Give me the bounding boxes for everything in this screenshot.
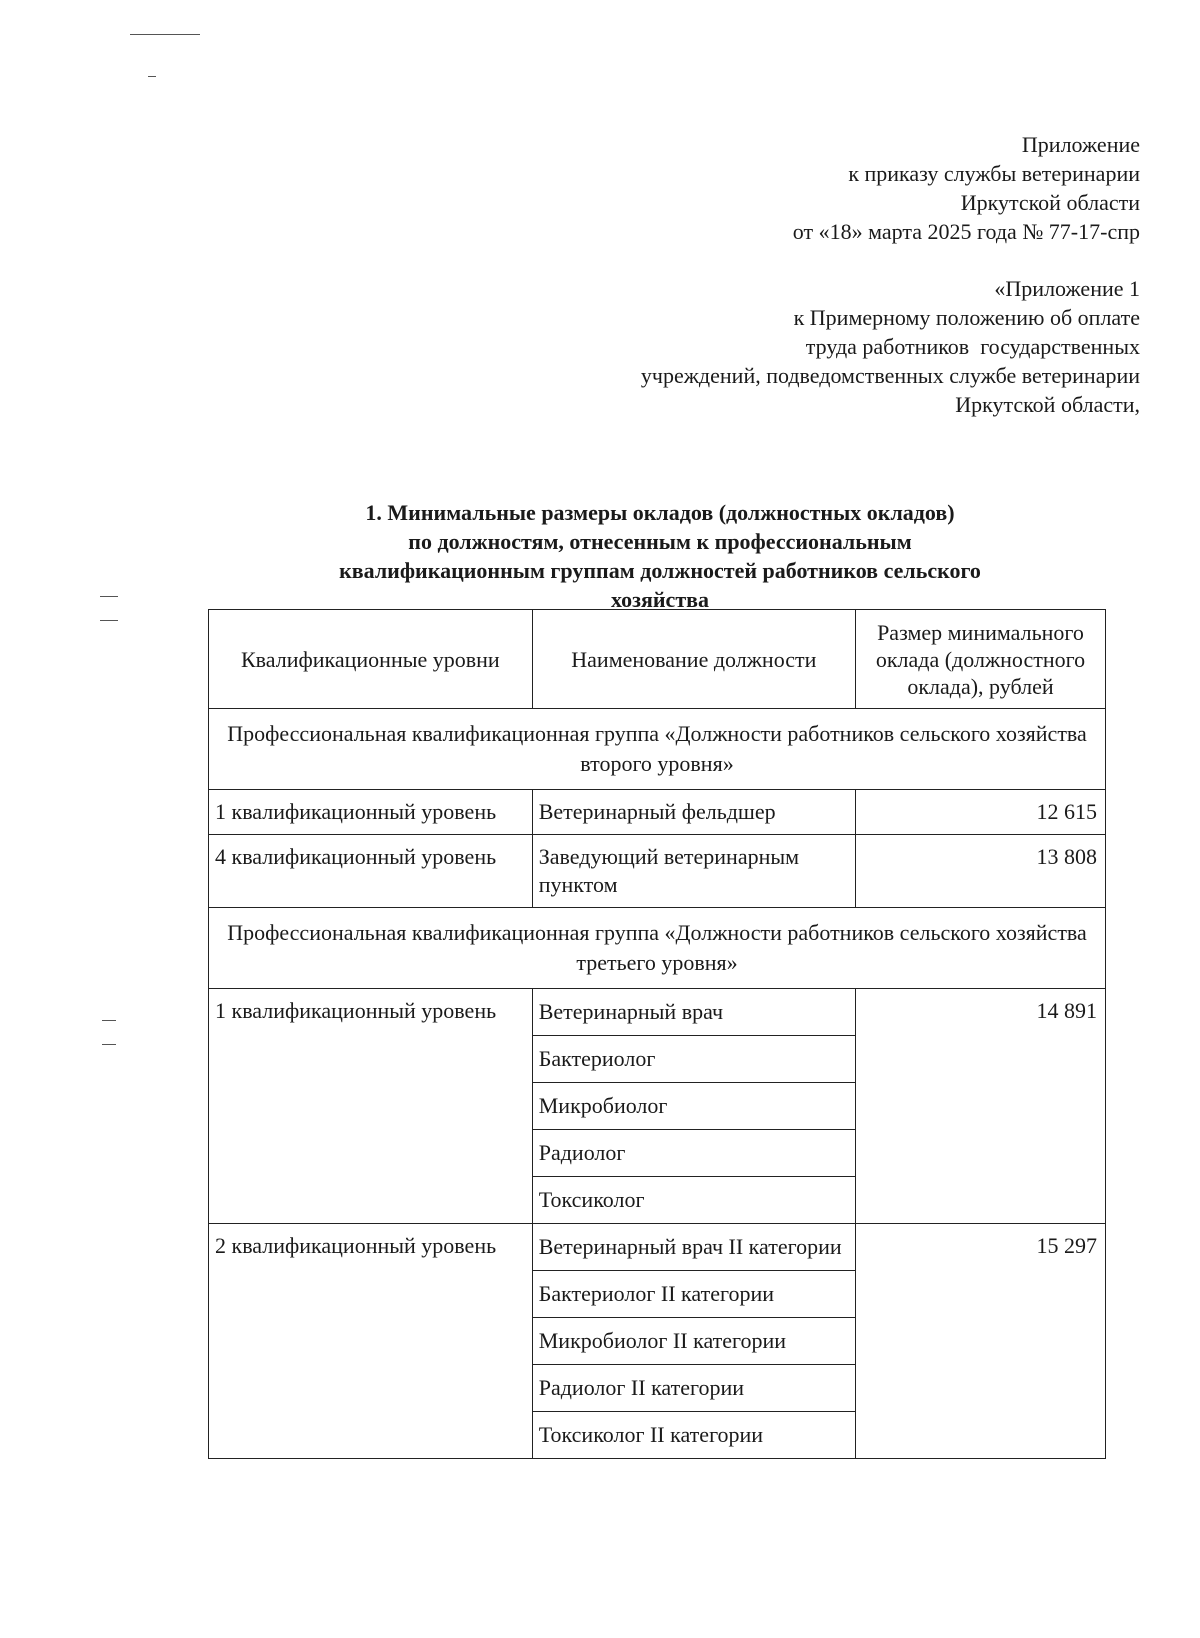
level-cell: 1 квалификационный уровень — [209, 790, 533, 835]
position-cell: Ветеринарный врач — [538, 999, 724, 1024]
title-line: 1. Минимальные размеры окладов (должностных окладов) — [365, 500, 955, 525]
header-line: к приказу службы ветеринарии — [848, 161, 1140, 186]
column-header-position: Наименование должности — [571, 646, 817, 672]
group-title: Профессиональная квалификационная группа «Должности работников сельского хозяйства третьего уровня» — [209, 908, 1106, 989]
position-cell: Токсиколог — [533, 1176, 855, 1223]
salary-cell: 13 808 — [855, 835, 1105, 908]
title-line: хозяйства — [610, 587, 710, 612]
position-cell: Токсиколог II категории — [533, 1411, 855, 1458]
salary-table — [208, 609, 1106, 1459]
group-row — [209, 709, 1106, 790]
position-cell: Радиолог II категории — [533, 1364, 855, 1411]
scan-artifact — [100, 596, 118, 597]
column-header-level: Квалификационные уровни — [241, 646, 500, 672]
title-line: квалификационным группам должностей работников сельского — [339, 558, 981, 583]
appendix-header — [560, 130, 1140, 419]
column-header-salary: Размер минимального оклада (должностного оклада), рублей — [875, 619, 1086, 699]
position-cell: Микробиолог — [533, 1082, 855, 1129]
scan-artifact — [130, 34, 200, 35]
scan-artifact — [102, 1044, 116, 1045]
position-cell: Радиолог — [533, 1129, 855, 1176]
level-cell: 4 квалификационный уровень — [209, 835, 533, 908]
header-line: Приложение — [1021, 132, 1140, 157]
group-row — [209, 908, 1106, 989]
position-cell: Ветеринарный врач II категории — [538, 1234, 842, 1259]
scan-artifact — [148, 76, 156, 77]
position-cell: Ветеринарный фельдшер — [532, 790, 855, 835]
table-row — [209, 989, 1106, 1224]
scan-artifact — [100, 620, 118, 621]
table-row — [209, 790, 1106, 835]
header-line: Иркутской области — [960, 190, 1140, 215]
annex-line: труда работников государственных — [805, 334, 1140, 359]
title-line: по должностям, отнесенным к профессиональным — [408, 529, 912, 554]
level-cell: 1 квалификационный уровень — [209, 989, 533, 1224]
annex-line: «Приложение 1 — [994, 276, 1140, 301]
table-row — [209, 835, 1106, 908]
position-cell: Бактериолог II категории — [533, 1270, 855, 1317]
salary-cell: 14 891 — [855, 989, 1105, 1224]
salary-cell: 15 297 — [855, 1224, 1105, 1459]
salary-cell: 12 615 — [855, 790, 1105, 835]
position-cell: Микробиолог II категории — [533, 1317, 855, 1364]
header-line: от «18» марта 2025 года № 77-17-спр — [792, 219, 1140, 244]
annex-line: к Примерному положению об оплате — [793, 305, 1140, 330]
table-row — [209, 1224, 1106, 1459]
position-list — [532, 989, 855, 1224]
table-header-row — [209, 610, 1106, 709]
section-title — [250, 498, 1070, 614]
position-cell: Бактериолог — [533, 1035, 855, 1082]
position-cell: Заведующий ветеринарным пунктом — [532, 835, 855, 908]
scan-artifact — [102, 1020, 116, 1021]
annex-line: учреждений, подведомственных службе ветеринарии — [640, 363, 1140, 388]
level-cell: 2 квалификационный уровень — [209, 1224, 533, 1459]
position-list — [532, 1224, 855, 1459]
annex-line: Иркутской области, — [955, 392, 1140, 417]
group-title: Профессиональная квалификационная группа «Должности работников сельского хозяйства второго уровня» — [209, 709, 1106, 790]
